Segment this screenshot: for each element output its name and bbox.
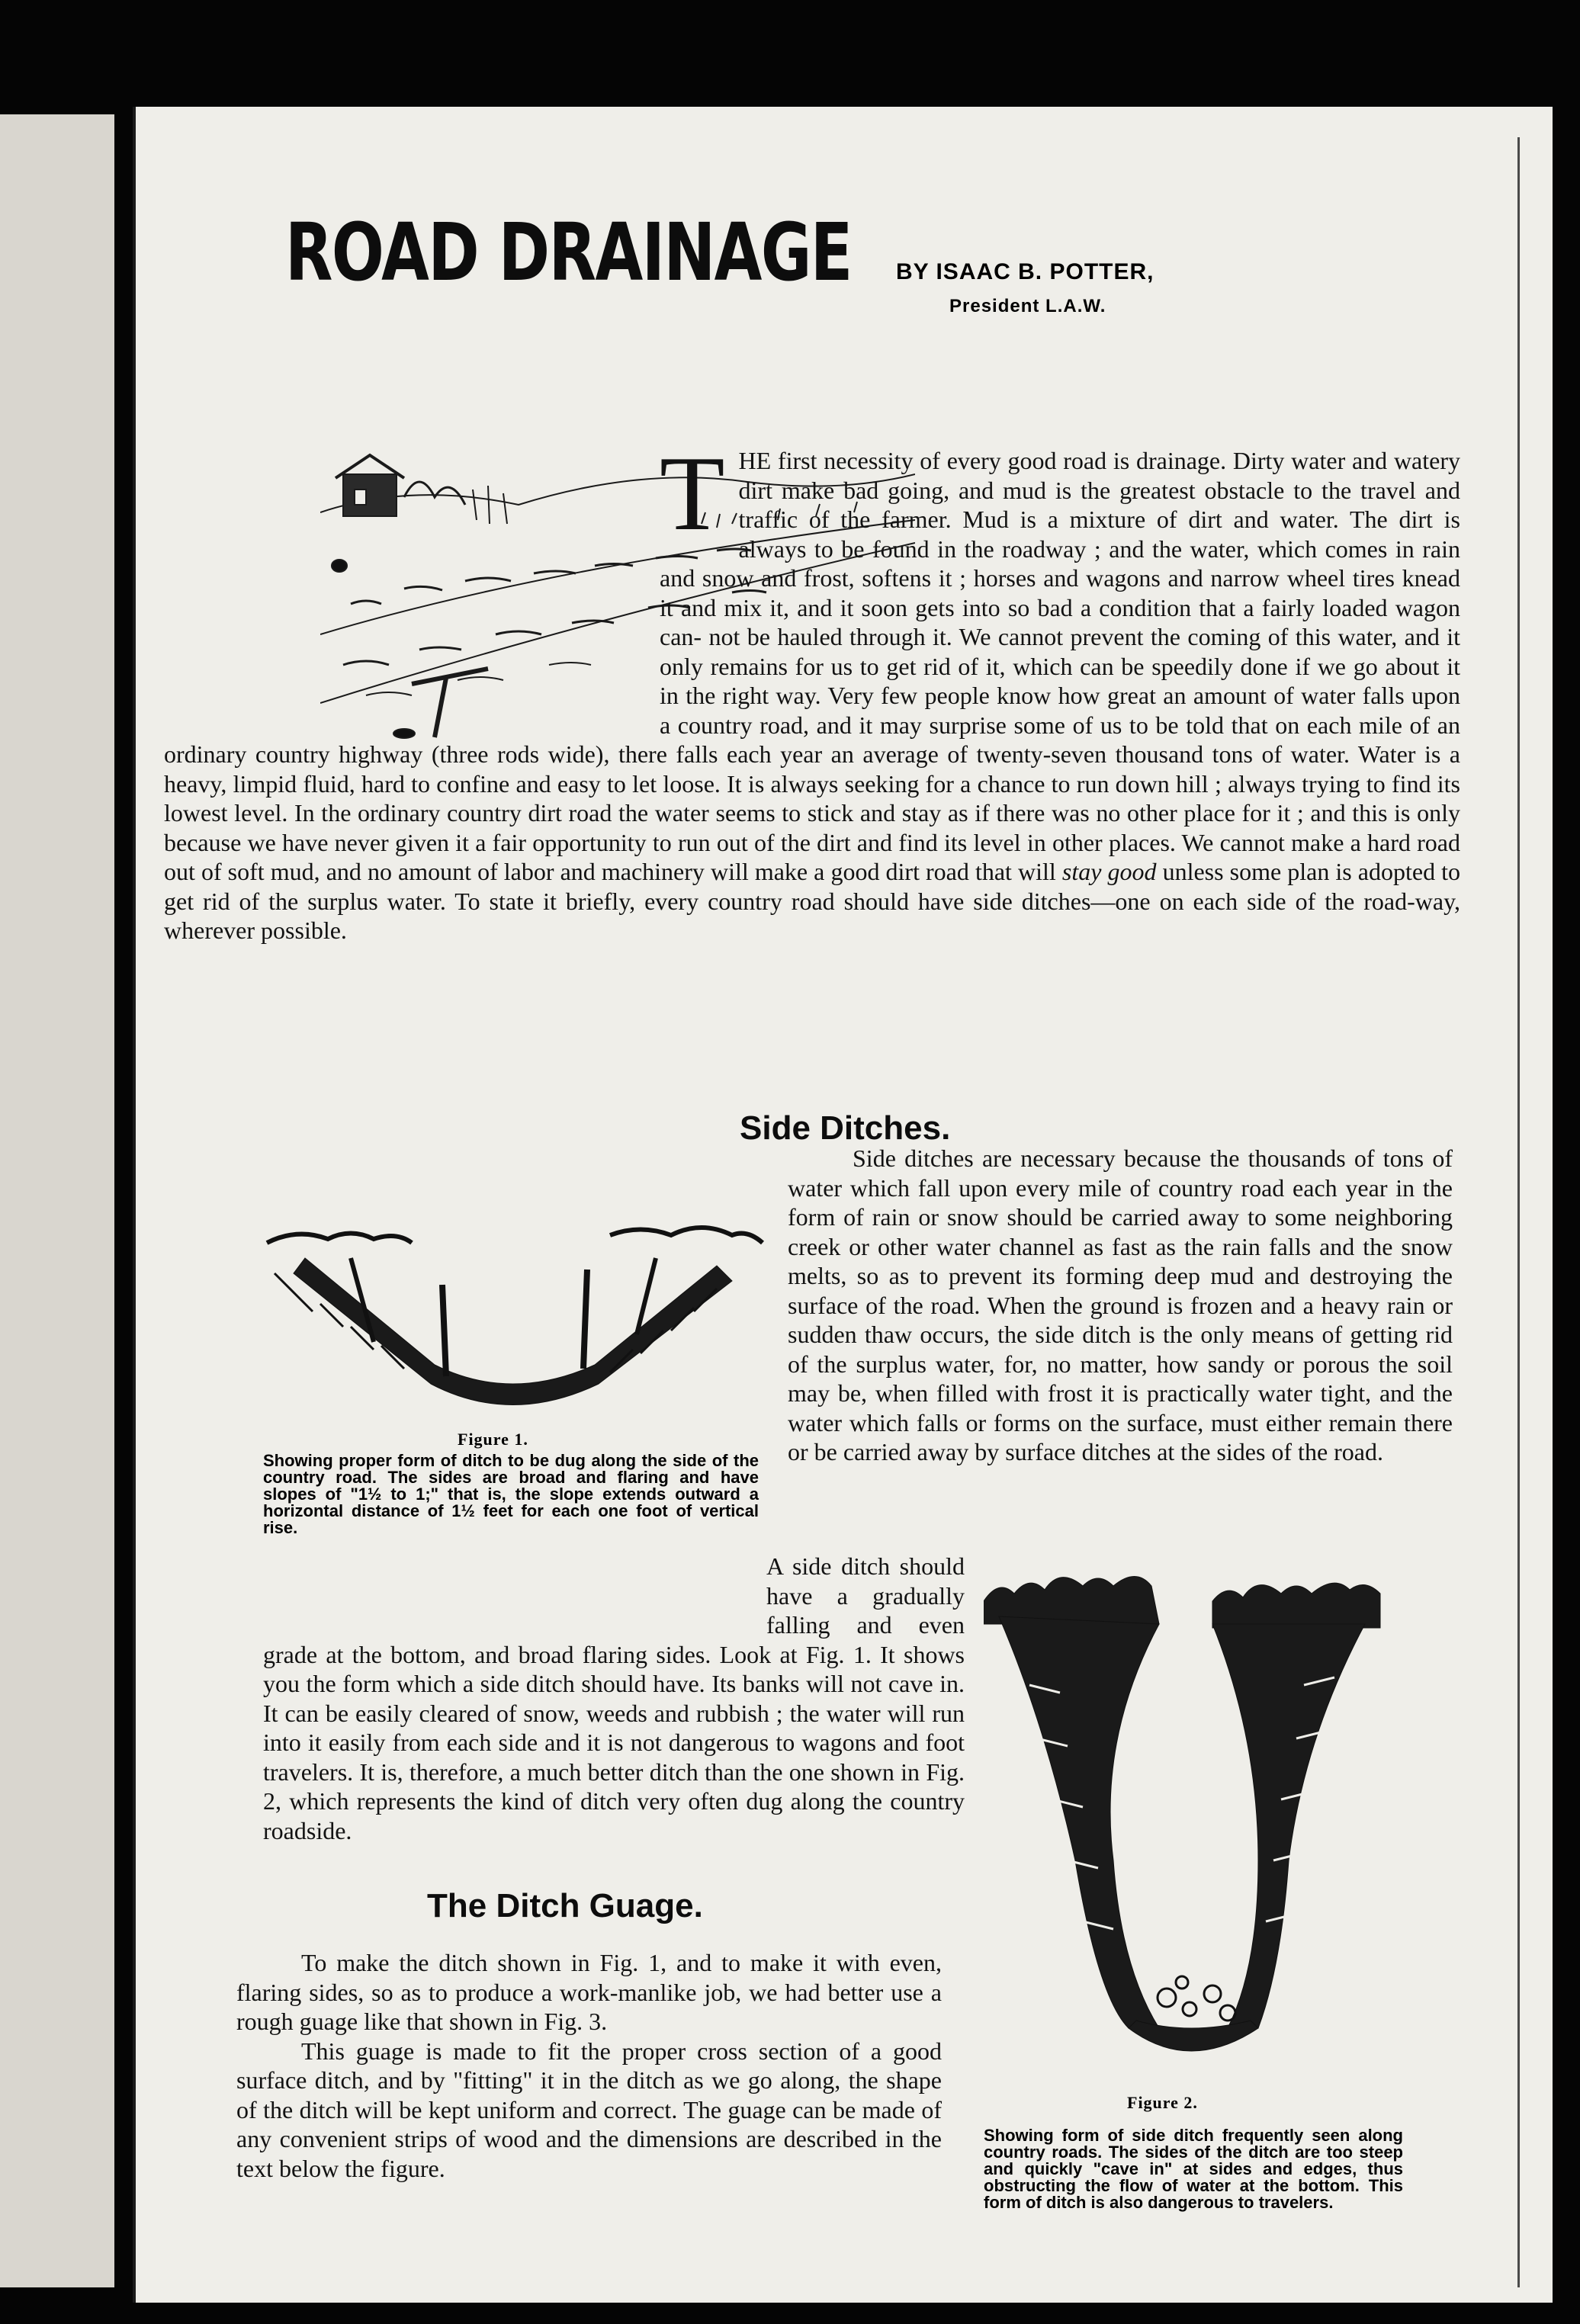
figure-1-caption: Showing proper form of ditch to be dug along the side of the country road. The sides are broad and flaring and have slopes of "1½ to 1;" that is, the slope extends outward a horizontal distance of 1½ feet for each one foot of vertical rise. xyxy=(263,1451,759,1537)
intro-illustration-space xyxy=(164,446,652,721)
ditch-guage-heading: The Ditch Guage. xyxy=(427,1887,703,1924)
ditch-guage-paragraph-2: This guage is made to fit the proper cross section of a good surface ditch, and by "fitting" it in the ditch as we go along, the shape of the ditch will be kept uniform and correct. The guage can be made of any convenient strips of wood and the dimensions are described in the text below the figure. xyxy=(236,2037,942,2182)
ditch-form-section xyxy=(263,1552,965,1845)
facing-page-edge xyxy=(0,114,114,2287)
side-ditches-paragraph: Side ditches are necessary because the thousands of tons of water which fall upon every mile of country road each year in the form of rain or snow should be carried away to some neighboring creek or other water channel as fast as the rain falls and the snow melts, so as to prevent its forming deep mud and destroying the surface of the road. When the ground is frozen and a heavy rain or sudden thaw occurs, the side ditch is the only means of getting rid of the surplus water, for, no matter, how sandy or porous the soil may be, when filled with frost it is practically water tight, and the water which falls or forms on the surface, must either remain there or be carried away by surface ditches at the sides of the road. xyxy=(788,1144,1453,1465)
figure-2-caption: Showing form of side ditch frequently seen along country roads. The sides of the ditch are too steep and quickly "cave in" at sides and edges, thus obstructing the flow of water at the bottom. This form of ditch is also dangerous to travelers. xyxy=(984,2126,1403,2212)
author-byline: BY ISAAC B. POTTER, xyxy=(896,259,1154,284)
intro-paragraph: HE first necessity of every good road is drainage. Dirty water and watery dirt make bad going, and mud is the greatest obstacle to the travel and traffic of the farmer. Mud is a mixture of dirt and water. The dirt is always to be found in the roadway ; and the water, which comes in rain and snow and frost, softens it ; horses and wagons and narrow wheel tires knead it and mix it, and it soon gets into so bad a condition that a fairly loaded wagon can- not be hauled through it. We cannot prevent the coming of this water, and it only remains for us to get rid of it, which can be speedily done if we go about it in the right way. Very few people know how great an amount of water falls upon a country road, and it may surprise some of us to be told that on each mile of an ordinary country highway (three rods wide), there falls each year an average of twenty-seven thousand tons of water. Water is a heavy, limpid fluid, hard to confine and easy to let loose. It is always seeking for a chance to run down hill ; always trying to find its lowest level. In the ordinary country dirt road the water seems to stick and stay as if there was no other place for it ; and this is only because we have never given it a fair opportunity to run out of the dirt and find its level in other places. We cannot make a hard road out of soft mud, and no amount of labor and machinery will make a good dirt road that will xyxy=(164,447,1460,885)
figure-2-ditch-illustration xyxy=(984,1571,1388,2089)
side-ditches-section xyxy=(263,1144,1453,1607)
side-ditches-heading: Side Ditches. xyxy=(740,1109,951,1147)
figure-1-space xyxy=(262,1203,772,1607)
intro-paragraph-end: unless some plan is adopted to get rid of the surplus water. To state it briefly, every country road should have side ditches—one on each side of the road-way, wherever possible. xyxy=(164,858,1461,944)
intro-section xyxy=(164,435,1461,945)
figure-1-label: Figure 1. xyxy=(458,1430,528,1449)
page-border-line xyxy=(1517,137,1520,2287)
figure-2-label: Figure 2. xyxy=(1127,2093,1198,2112)
drop-cap: T xyxy=(660,435,725,553)
article-title: ROAD DRAINAGE xyxy=(285,206,852,299)
figure-1-caption-space xyxy=(263,1552,766,1613)
author-role: President L.A.W. xyxy=(949,296,1106,316)
intro-emphasis: stay good xyxy=(1061,858,1157,885)
ditch-guage-section xyxy=(236,1948,942,2183)
ditch-guage-paragraph-1: To make the ditch shown in Fig. 1, and to make it with even, flaring sides, so as to produce a work-manlike job, we had better use a rough guage like that shown in Fig. 3. xyxy=(236,1949,942,2035)
page-gutter xyxy=(114,107,133,2287)
ditch-form-paragraph: A side ditch should have a gradually falling and even grade at the bottom, and broad flaring sides. Look at Fig. 1. It shows you the form which a side ditch should have. Its banks will not cave in. It can be easily cleared of snow, weeds and rubbish ; the water will run into it easily from each side and it is not dangerous to wagons and foot travelers. It is, therefore, a much better ditch than the one shown in Fig. 2, which represents the kind of ditch very often dug along the country roadside. xyxy=(263,1552,965,1844)
